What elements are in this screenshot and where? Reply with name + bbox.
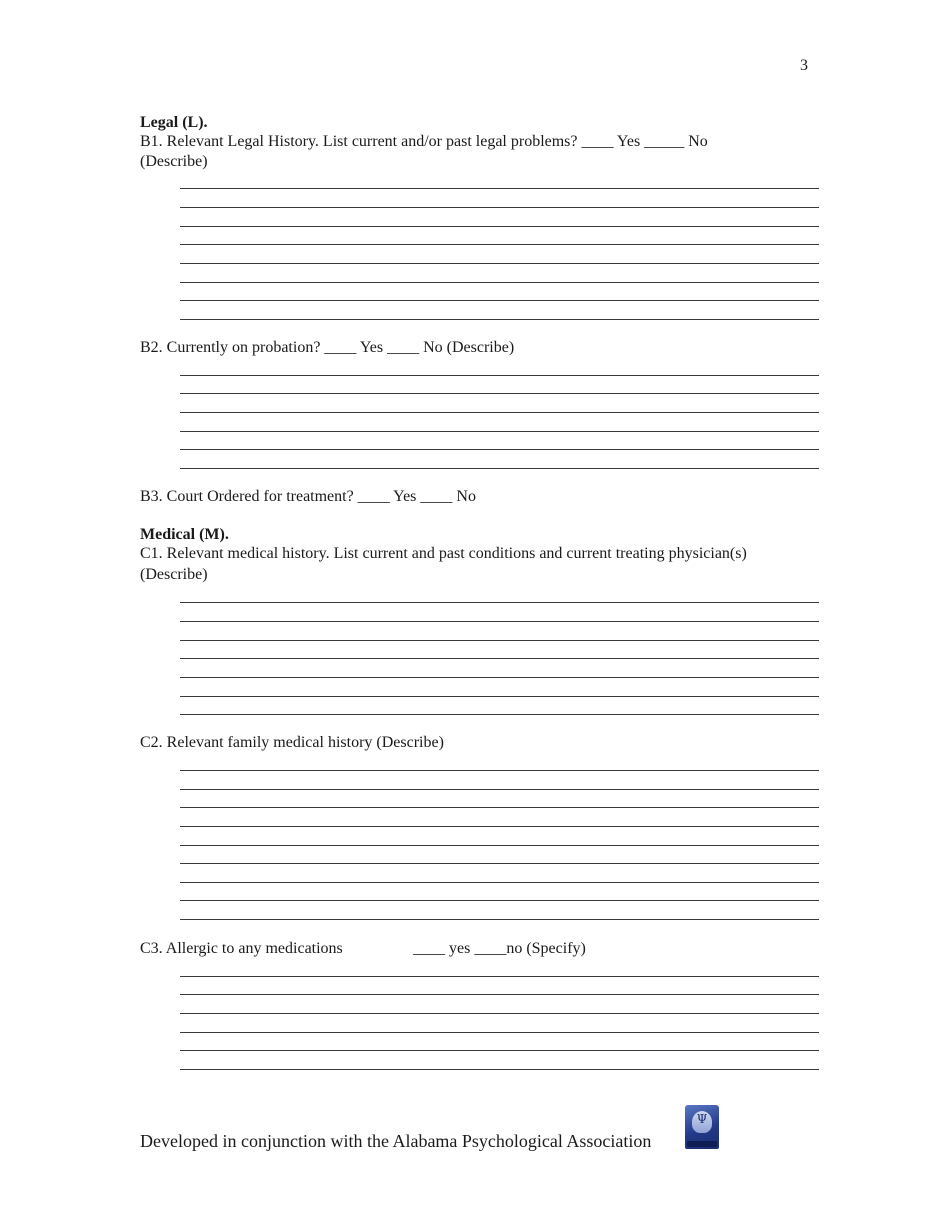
answer-line[interactable] <box>180 826 819 827</box>
page-number: 3 <box>800 57 808 74</box>
answer-line[interactable] <box>180 1050 819 1051</box>
answer-line[interactable] <box>180 696 819 697</box>
answer-line[interactable] <box>180 282 819 283</box>
answer-line[interactable] <box>180 468 819 469</box>
answer-line[interactable] <box>180 300 819 301</box>
b2-question: B2. Currently on probation? ____ Yes ____ No (Describe) <box>140 339 515 356</box>
c1-describe-label: (Describe) <box>140 566 208 583</box>
answer-line[interactable] <box>180 226 819 227</box>
answer-line[interactable] <box>180 640 819 641</box>
c2-question: C2. Relevant family medical history (Describe) <box>140 734 444 751</box>
answer-line[interactable] <box>180 207 819 208</box>
medical-heading: Medical (M). <box>140 526 229 543</box>
answer-line[interactable] <box>180 412 819 413</box>
answer-line[interactable] <box>180 1013 819 1014</box>
b1-question: B1. Relevant Legal History. List current and/or past legal problems? ____ Yes _____ No <box>140 133 708 150</box>
answer-line[interactable] <box>180 882 819 883</box>
answer-line[interactable] <box>180 188 819 189</box>
answer-line[interactable] <box>180 714 819 715</box>
b1-describe-label: (Describe) <box>140 153 208 170</box>
answer-line[interactable] <box>180 845 819 846</box>
answer-line[interactable] <box>180 976 819 977</box>
answer-line[interactable] <box>180 449 819 450</box>
answer-line[interactable] <box>180 807 819 808</box>
footer-credit: Developed in conjunction with the Alabama Psychological Association <box>140 1131 652 1151</box>
answer-line[interactable] <box>180 319 819 320</box>
b3-question: B3. Court Ordered for treatment? ____ Yes ____ No <box>140 488 476 505</box>
legal-heading: Legal (L). <box>140 114 208 131</box>
answer-line[interactable] <box>180 919 819 920</box>
answer-line[interactable] <box>180 1069 819 1070</box>
answer-line[interactable] <box>180 658 819 659</box>
answer-line[interactable] <box>180 789 819 790</box>
answer-line[interactable] <box>180 677 819 678</box>
answer-line[interactable] <box>180 621 819 622</box>
answer-line[interactable] <box>180 431 819 432</box>
answer-line[interactable] <box>180 863 819 864</box>
answer-line[interactable] <box>180 994 819 995</box>
psi-state-logo-icon: Ψ <box>685 1105 719 1149</box>
answer-line[interactable] <box>180 770 819 771</box>
answer-line[interactable] <box>180 263 819 264</box>
answer-line[interactable] <box>180 900 819 901</box>
c1-question: C1. Relevant medical history. List current and past conditions and current treating physician(s) <box>140 545 747 562</box>
c3-options: ____ yes ____no (Specify) <box>413 940 586 957</box>
answer-line[interactable] <box>180 602 819 603</box>
answer-line[interactable] <box>180 244 819 245</box>
answer-line[interactable] <box>180 1032 819 1033</box>
answer-line[interactable] <box>180 393 819 394</box>
answer-line[interactable] <box>180 375 819 376</box>
c3-question: C3. Allergic to any medications <box>140 940 343 957</box>
